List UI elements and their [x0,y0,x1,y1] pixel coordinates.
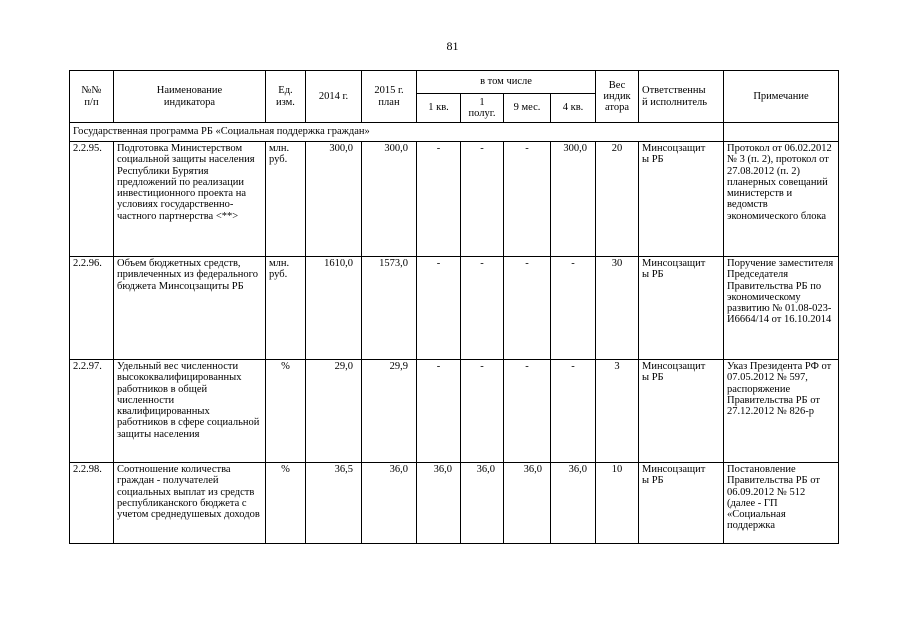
header-note: Примечание [724,71,839,123]
row-indicator: Соотношение количества граждан - получателей социальных выплат из средств республиканского бюджета с учетом среднедушевых доходов [114,463,266,544]
row-indicator: Объем бюджетных средств, привлеченных из федерального бюджета Минсоцзащиты РБ [114,257,266,360]
row-num: 2.2.97. [70,360,114,463]
header-unit: Ед. изм. [266,71,306,123]
row-note: Протокол от 06.02.2012 № 3 (п. 2), протокол от 27.08.2012 (п. 2) планерных совещаний министерств и ведомств экономического блока [724,142,839,257]
row-unit: % [266,463,306,544]
row-half1: 36,0 [461,463,504,544]
row-9months: - [504,257,551,360]
row-9months: 36,0 [504,463,551,544]
row-indicator: Подготовка Министерством социальной защиты населения Республики Бурятия предложений по реализации инвестиционного проекта на условиях государственно-частного партнерства <**> [114,142,266,257]
row-note: Указ Президента РФ от 07.05.2012 № 597, распоряжение Правительства РБ от 27.12.2012 № 826-р [724,360,839,463]
row-q4: - [551,257,596,360]
table-row [70,360,839,463]
header-name: Наименование индикатора [114,71,266,123]
row-num: 2.2.95. [70,142,114,257]
section-title: Государственная программа РБ «Социальная поддержка граждан» [70,123,724,142]
header-half1: 1 полуг. [461,94,504,123]
row-2014: 1610,0 [306,257,362,360]
row-num: 2.2.96. [70,257,114,360]
row-2014: 29,0 [306,360,362,463]
header-q1: 1 кв. [417,94,461,123]
row-half1: - [461,257,504,360]
row-2015: 1573,0 [362,257,417,360]
row-q4: 36,0 [551,463,596,544]
row-weight: 10 [596,463,639,544]
row-q1: - [417,257,461,360]
row-q1: 36,0 [417,463,461,544]
section-row [70,123,839,142]
row-2015: 300,0 [362,142,417,257]
header-num: №№ п/п [70,71,114,123]
row-responsible: Минсоцзащит ы РБ [639,360,724,463]
indicators-table [69,70,839,544]
table-row [70,142,839,257]
row-half1: - [461,360,504,463]
row-weight: 30 [596,257,639,360]
page-number: 81 [446,39,459,53]
header-weight: Вес индик атора [596,71,639,123]
row-weight: 20 [596,142,639,257]
row-weight: 3 [596,360,639,463]
row-note: Постановление Правительства РБ от 06.09.2012 № 512 (далее - ГП «Социальная поддержка [724,463,839,544]
row-responsible: Минсоцзащит ы РБ [639,142,724,257]
row-q4: - [551,360,596,463]
row-note: Поручение заместителя Председателя Правительства РБ по экономическому развитию № 01.08-023-И6664/14 от 16.10.2014 [724,257,839,360]
row-q1: - [417,360,461,463]
row-responsible: Минсоцзащит ы РБ [639,463,724,544]
header-2015-plan: 2015 г. план [362,71,417,123]
header-including: в том числе [417,71,596,94]
header-q4: 4 кв. [551,94,596,123]
row-q4: 300,0 [551,142,596,257]
row-9months: - [504,142,551,257]
header-2014: 2014 г. [306,71,362,123]
table-row [70,463,839,544]
row-unit: млн. руб. [266,142,306,257]
row-2014: 300,0 [306,142,362,257]
row-2015: 36,0 [362,463,417,544]
row-unit: % [266,360,306,463]
section-blank [724,123,839,142]
table-row [70,257,839,360]
row-indicator: Удельный вес численности высококвалифицированных работников в общей численности квалифицированных работников в сфере социальной защиты населения [114,360,266,463]
row-q1: - [417,142,461,257]
header-responsible: Ответственны й исполнитель [639,71,724,123]
row-unit: млн. руб. [266,257,306,360]
row-2015: 29,9 [362,360,417,463]
row-num: 2.2.98. [70,463,114,544]
row-9months: - [504,360,551,463]
header-9months: 9 мес. [504,94,551,123]
row-responsible: Минсоцзащит ы РБ [639,257,724,360]
row-2014: 36,5 [306,463,362,544]
row-half1: - [461,142,504,257]
header-row-top [70,71,839,94]
